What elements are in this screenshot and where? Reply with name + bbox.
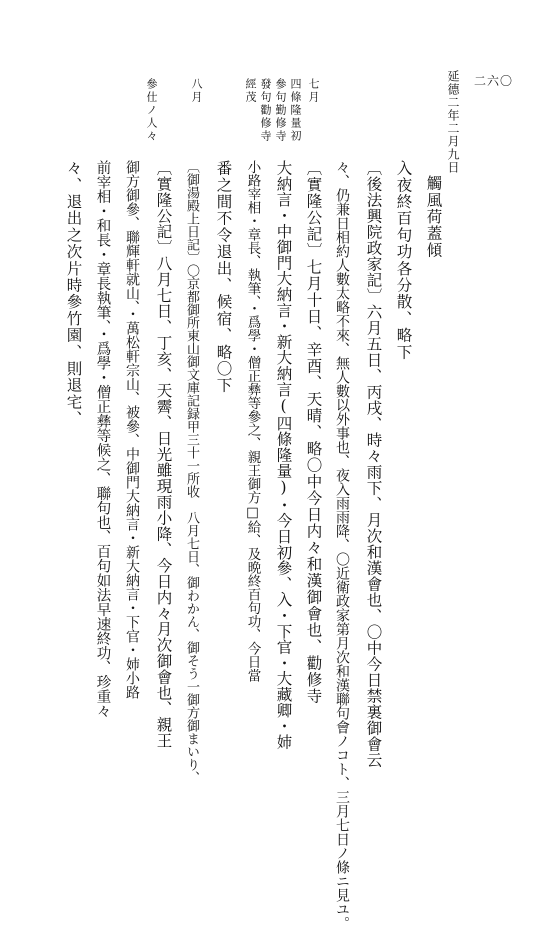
margin-note-1: 七月: [307, 78, 320, 104]
body-line-11: 御方御參、聯輝軒就山、・萬松軒宗山、被參、中御門大納言・新大納言・下官・姉小路: [124, 160, 140, 699]
margin-note-4: 發句勸修寺: [259, 78, 272, 143]
page-number: 二六〇: [474, 74, 514, 88]
margin-note-6: 八月: [190, 78, 203, 104]
body-line-13: 々、退出之次片時參竹園、則退宅、: [64, 160, 83, 428]
body-line-9: 〔御湯殿上日記〕〇京都御所東山御文庫記録甲三十一所收 八月七日、御わかん、御そう一御方御まいり、: [184, 160, 199, 784]
body-line-4: 々、仍兼日相約人數太略不來、無人數以外事也、夜入雨雨降、〇近衛政家第月次和漢聯句會ノコト、三月七日ノ條ニ見ユ。: [334, 160, 350, 930]
body-line-1: 觸風荷蓋傾: [424, 175, 443, 259]
body-line-6: 大納言・中御門大納言・新大納言(四條隆量)・今日初參、入・下官・大藏卿・姉: [274, 160, 293, 750]
body-line-8: 番之間不令退出、候宿、略〇下: [214, 160, 233, 394]
body-line-2: 入夜終百句功各分散、略下: [394, 160, 413, 361]
body-line-12: 前宰相・和長・章長執筆、・爲學・僧正彝等候之、聯句也、百句如法早速終功、珍重々: [94, 160, 111, 719]
body-line-10: 〔實隆公記〕八月七日、丁亥、天霽、日光雖現雨小降、今日内々月次御會也、親王: [154, 160, 173, 749]
margin-note-2: 四條隆量初: [289, 78, 302, 143]
body-line-5: 〔實隆公記〕七月十日、辛酉、天晴、略〇中今日内々和漢御會也、勸修寺: [304, 160, 323, 705]
body-line-7: 小路宰相・章長、執筆、・爲學・僧正彝等參之、親王御方□給、及晩終百句功、今日當: [244, 160, 261, 683]
margin-note-7: 參仕ノ人々: [145, 78, 158, 143]
margin-note-3: 參句勤修寺: [274, 78, 287, 143]
page-header-date: 延德二年二月九日: [446, 70, 460, 174]
body-line-3: 〔後法興院政家記〕六月五日、丙戌、時々雨下、月次和漢會也、〇中今日禁裏御會云: [364, 160, 383, 768]
margin-note-5: 經茂: [244, 78, 257, 104]
